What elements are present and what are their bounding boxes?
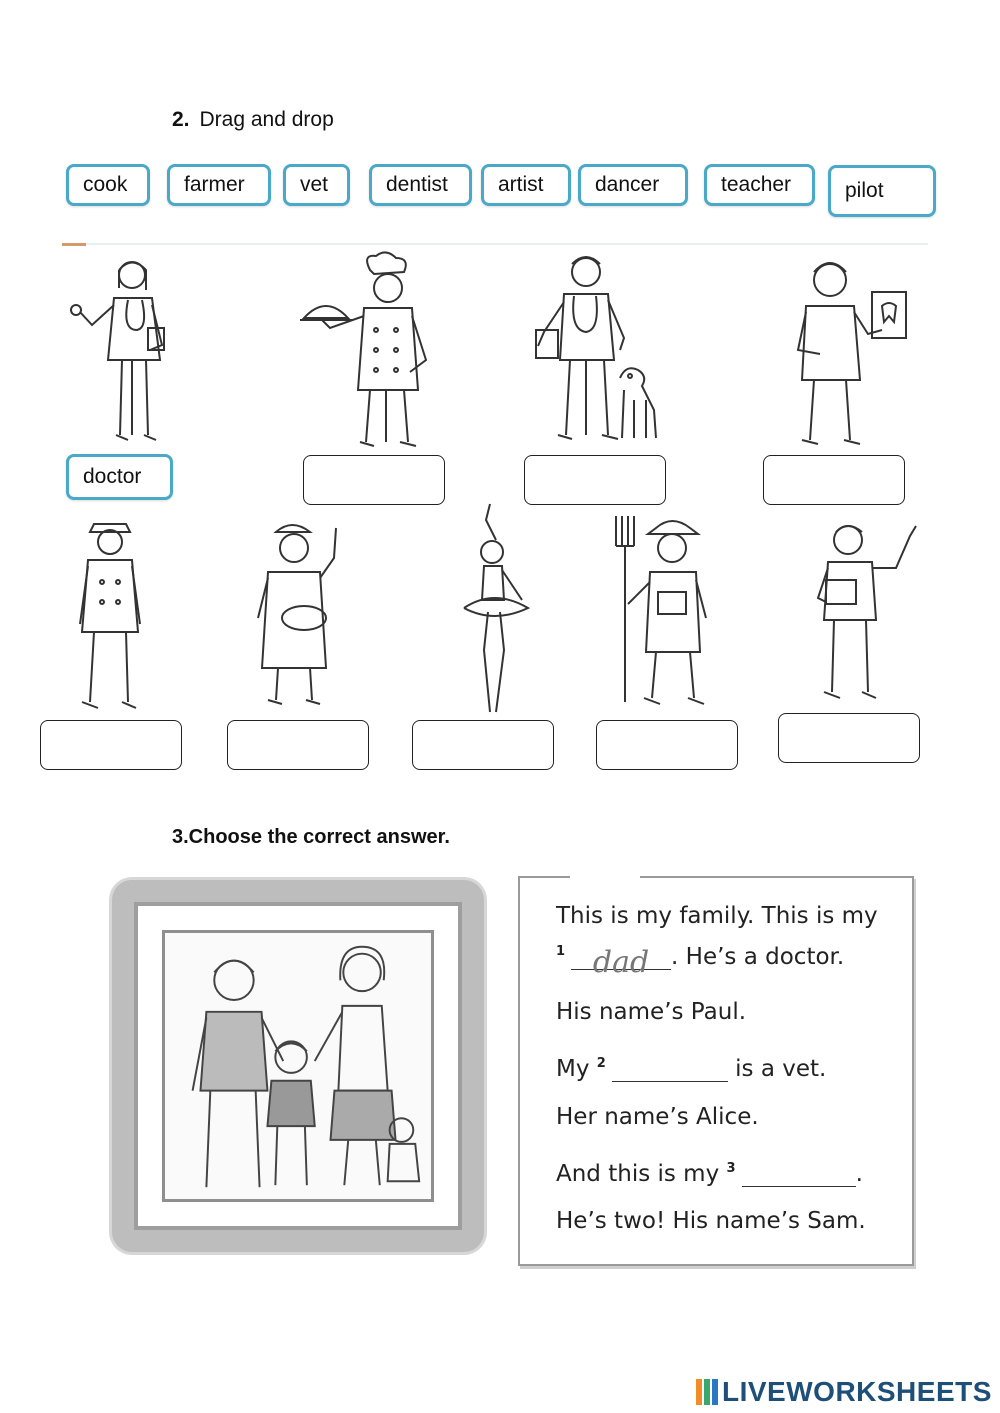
teacher-figure xyxy=(814,518,918,704)
story-line-4: My $^2$ is a vet. xyxy=(556,1056,827,1082)
chip-pilot[interactable]: pilot xyxy=(828,165,936,217)
chip-artist[interactable]: artist xyxy=(481,164,571,206)
family-picture xyxy=(162,930,434,1202)
chip-dancer[interactable]: dancer xyxy=(578,164,688,206)
divider xyxy=(62,243,928,245)
farmer-figure xyxy=(612,512,712,712)
story-line-1: This is my family. This is my xyxy=(556,903,878,929)
vet-figure xyxy=(534,250,666,446)
drop-slot-artist[interactable] xyxy=(227,720,369,770)
answer-dad: dad xyxy=(592,945,650,980)
drop-slot-farmer[interactable] xyxy=(596,720,738,770)
doctor-figure xyxy=(62,250,172,450)
blank-number-3: 3 xyxy=(726,1161,736,1176)
section-3-heading: 3.Choose the correct answer. xyxy=(172,826,450,848)
liveworksheets-logo: LIVEWORKSHEETS xyxy=(696,1376,992,1408)
dentist-figure xyxy=(790,250,920,450)
chip-cook[interactable]: cook xyxy=(66,164,150,206)
drop-slot-cook[interactable] xyxy=(303,455,445,505)
story-line-5: Her name’s Alice. xyxy=(556,1104,759,1130)
chip-vet[interactable]: vet xyxy=(283,164,350,206)
section-instruction: Drag and drop xyxy=(199,108,334,131)
artist-figure xyxy=(252,518,344,708)
answer-field-3[interactable] xyxy=(742,1162,856,1187)
story-line-7: He’s two! His name’s Sam. xyxy=(556,1208,866,1234)
divider-tick xyxy=(62,243,86,246)
family-illustration xyxy=(165,933,431,1199)
story-line-3: His name’s Paul. xyxy=(556,999,747,1025)
section-2-heading xyxy=(172,108,334,132)
chip-farmer[interactable]: farmer xyxy=(167,164,271,206)
blank-number-2: 2 xyxy=(596,1056,606,1071)
card-notch xyxy=(570,868,640,884)
cook-figure xyxy=(300,250,432,450)
answered-slot-doctor[interactable]: doctor xyxy=(66,454,173,500)
blank-number-1: 1 xyxy=(556,944,566,959)
drop-slot-teacher[interactable] xyxy=(778,713,920,763)
drop-slot-dancer[interactable] xyxy=(412,720,554,770)
drop-slot-pilot[interactable] xyxy=(40,720,182,770)
logo-icon xyxy=(696,1379,718,1405)
chip-dentist[interactable]: dentist xyxy=(369,164,472,206)
dancer-figure xyxy=(456,500,536,720)
chip-teacher[interactable]: teacher xyxy=(704,164,815,206)
story-line-6: And this is my $^3$ . xyxy=(556,1161,863,1187)
answer-field-2[interactable] xyxy=(612,1057,728,1082)
section-number: 2. xyxy=(172,108,190,131)
family-picture-frame xyxy=(112,880,484,1252)
story-line-2: $^1$ dad . He’s a doctor. xyxy=(556,944,845,980)
drop-slot-vet[interactable] xyxy=(524,455,666,505)
drop-slot-dentist[interactable] xyxy=(763,455,905,505)
pilot-figure xyxy=(70,512,150,712)
answer-field-1[interactable] xyxy=(571,945,671,980)
